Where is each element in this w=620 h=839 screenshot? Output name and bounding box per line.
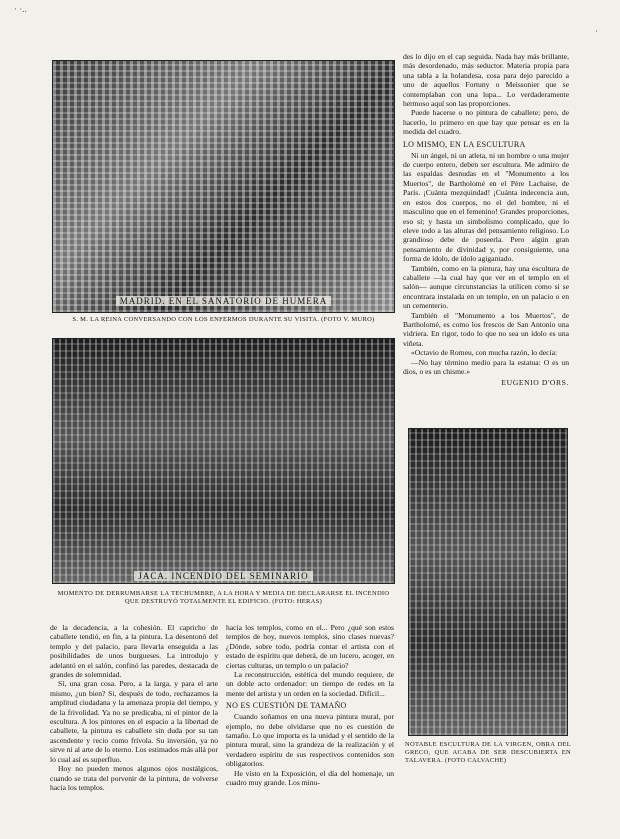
right-col-p2: Puede hacerse o no pintura de caballete; pero, de hacerlo, lo primero en que hay que pensar es en la medida del cuadro. bbox=[403, 108, 569, 137]
right-column-article bbox=[403, 52, 569, 388]
top-left-mark: · ·.. bbox=[14, 4, 27, 14]
right-col-p3: Ni un ángel, ni un atleta, ni un hombre o una mujer de cuerpo entero, deben ser escultura. Me admiro de las espaldas desnudas en el "Monumento a los Muertos", de Bartholomé en el Père Lachaise, de París. ¡Cuánta mezquindad! ¡Cuánta indecencia aun, en estos dos cuerpos, no el del hombre, ni el masculino que en el femenino! Grandes proporciones, eso sí; y hasta un simbolismo complicado, que lo eleve todo a las alturas del pensamiento religioso. Lo grandioso debe de poseerla. Pero algún gran pensamiento de divinidad y, por consiguiente, una forma de ídolo, de ídolo agigantado. bbox=[403, 150, 569, 264]
photo-greco-sculpture-caption: NOTABLE ESCULTURA DE LA VIRGEN, OBRA DEL GRECO, QUE ACABA DE SER DESCUBIERTA EN TALAVERA. (FOTO CALVACHE) bbox=[405, 741, 571, 764]
right-col-p4: También, como en la pintura, hay una escultura de caballete —la cual hay que ver en el templo en el salón— aunque circunstancias la utilicen como si se encontrara instalada en un templo, en un palacio o en un cementerio. bbox=[403, 263, 569, 311]
right-col-p1: des lo dijo en el cap seguida. Nada hay más brillante, más desordenado, más seductor. Materia propia para una tabla a la holandesa, cosa para dejo parecido a uno de aquellos Fortuny o Meissonier que se contemplaban con una lupa... Lo verdaderamente hermoso aquí son las proporciones. bbox=[403, 52, 569, 109]
photo-jaca-fire-title: JACA. INCENDIO DEL SEMINARIO bbox=[53, 571, 394, 581]
section-heading-size: NO ES CUESTIÓN DE TAMAÑO bbox=[226, 701, 347, 711]
section-heading-sculpture: LO MISMO, EN LA ESCULTURA bbox=[403, 139, 526, 149]
bottom-middle-p1: hacia los templos, como en el... Pero ¿qué son estos templos de hoy, nuevos templos, sino clases nuevas? ¿Dónde, sobre todo, podría contar el artista con el estado de espíritu que deberá, de un lucero, acoger, en ciertas culturas, un templo o un palacio? bbox=[226, 623, 394, 670]
right-col-p6: «Octavio de Romeu, con mucha razón, lo decía: bbox=[411, 348, 558, 358]
bottom-column-middle bbox=[226, 623, 394, 788]
bottom-left-p3: Hoy no pueden menos algunos ojos nostálgicos, cuando se trata del porvenir de la pintura, de volverse hacia los templos. bbox=[50, 764, 218, 792]
bottom-middle-p4: He visto en la Exposición, el día del homenaje, un cuadro muy grande. Los minu- bbox=[226, 768, 394, 788]
photo-sanatorium-caption: S. M. LA REINA CONVERSANDO CON LOS ENFERMOS DURANTE SU VISITA. (FOTO V. MURO) bbox=[72, 316, 375, 323]
bottom-left-p2: Sí, una gran cosa. Pero, a la larga, y para el arte mismo, ¿un bien? Si, después de todo, rechazamos la amplitud ciudadana y la amenaza propia del tiempo, y de la frivolidad. Ya no se predicaba, ni el pintor de la escultura. A los pintores en el espacio a la libertad de caballete, la pintura es caballete sin duda por su tan ascendente y recio como frívola. Su inversión, ya no sirve ni al arte de lo eterno. Los estimados más allá por lo cual así es superfluo. bbox=[50, 679, 218, 764]
right-col-p5: También el "Monumento a los Muertos", de Bartholomé, es como los frescos de San Antonio una vidriera. En rigor, todo lo que no sea un ídolo es una viñeta. bbox=[403, 310, 569, 348]
bottom-column-left bbox=[50, 623, 218, 792]
author-signature: EUGENIO D'ORS. bbox=[501, 378, 569, 388]
bottom-middle-p3: Cuando soñamos en una nueva pintura mural, por ejemplo, no debe olvidarse que no es cuestión de tamaño. Lo que importa es la unidad y el sentido de la pintura mural, sino la grandeza de la realización y el verdadero espíritu de sus respectivos contenidos son obligatorios. bbox=[226, 712, 394, 769]
photo-sanatorium bbox=[52, 60, 395, 313]
photo-sanatorium-title: MADRID. EN EL SANATORIO DE HUMERA bbox=[53, 296, 394, 306]
right-col-p7: —No hay término medio para la estatua: O es un dios, o es un chisme.» bbox=[403, 357, 569, 376]
photo-greco-sculpture bbox=[408, 428, 568, 736]
bottom-left-p1: de la decadencia, a la cohesión. El capricho de caballete tendió, en fin, a la pintura. La desentonó del templo y del palacio, para llevarla enseguida a las posibilidades de unos burgueses. La introdujo y adelantó en el salón, confinó las paredes, destacada de grandes de solemnidad. bbox=[50, 623, 218, 680]
photo-jaca-fire-caption: MOMENTO DE DERRUMBARSE LA TECHUMBRE, A LA HORA Y MEDIA DE DECLARARSE EL INCENDIO QUE DESTRUYÓ TOTALMENTE EL EDIFICIO. (FOTO: HERAS) bbox=[57, 590, 390, 605]
top-right-mark: · bbox=[595, 26, 598, 36]
photo-jaca-fire bbox=[52, 338, 395, 584]
bottom-middle-p2: La reconstrucción, estética del mundo requiere, de un doble acto ordenador: un tiempo de redes en la mente del artista y un orden en la sociedad. Difícil... bbox=[226, 670, 394, 698]
